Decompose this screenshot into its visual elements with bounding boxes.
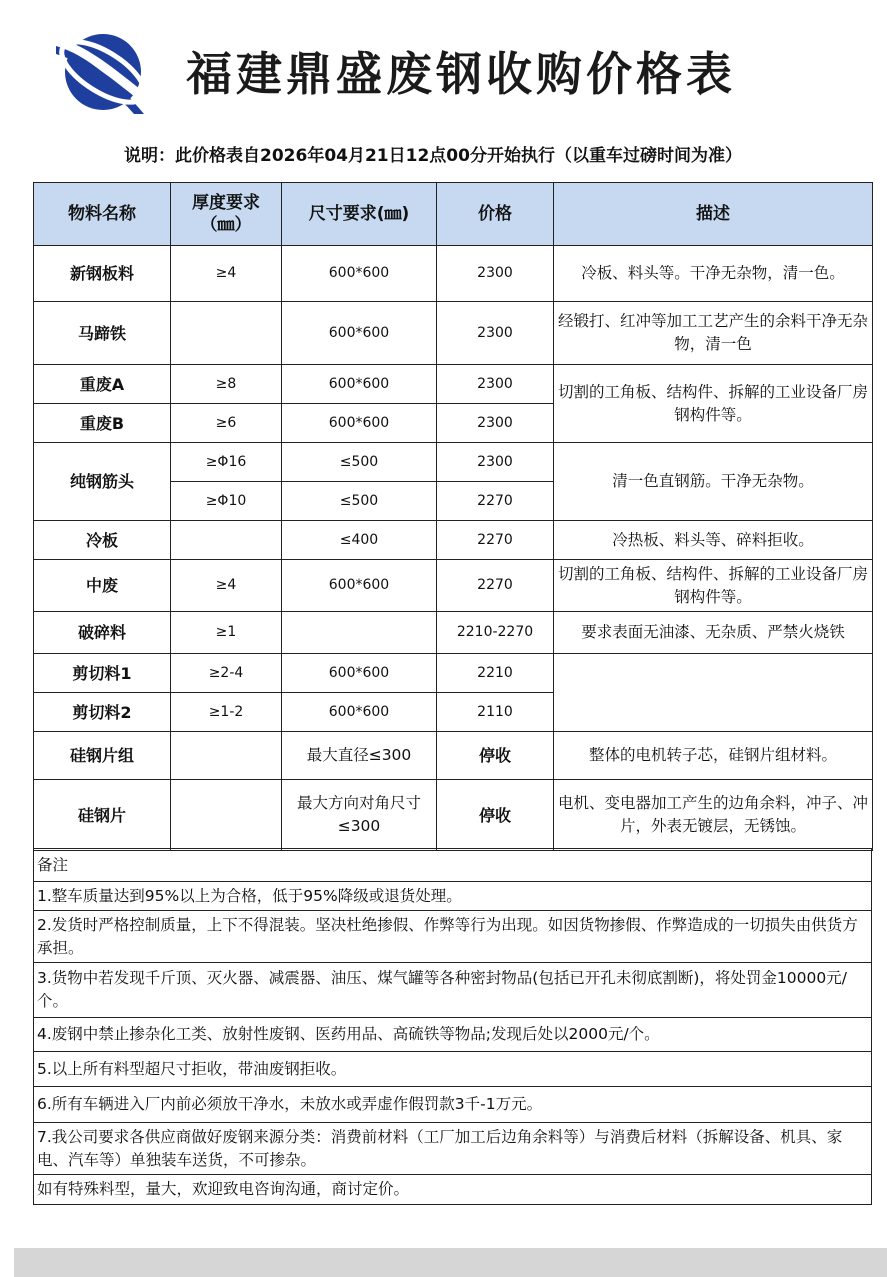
notes-table bbox=[33, 848, 872, 1205]
header-size: 尺寸要求(㎜) bbox=[282, 183, 437, 246]
company-logo bbox=[54, 26, 152, 118]
price: 2270 bbox=[437, 521, 554, 560]
note-1: 1.整车质量达到95%以上为合格，低于95%降级或退货处理。 bbox=[34, 882, 872, 911]
description: 清一色直钢筋。干净无杂物。 bbox=[554, 443, 873, 521]
size: 最大直径≤300 bbox=[282, 732, 437, 780]
material-name: 重废B bbox=[34, 404, 171, 443]
size: 600*600 bbox=[282, 654, 437, 693]
thickness bbox=[171, 302, 282, 365]
price: 2300 bbox=[437, 365, 554, 404]
table-row bbox=[34, 365, 873, 404]
header-description: 描述 bbox=[554, 183, 873, 246]
table-row bbox=[34, 302, 873, 365]
note-5: 5.以上所有料型超尺寸拒收，带油废钢拒收。 bbox=[34, 1052, 872, 1087]
material-name: 重废A bbox=[34, 365, 171, 404]
price: 2300 bbox=[437, 404, 554, 443]
description-empty bbox=[554, 654, 873, 732]
description: 冷热板、料头等、碎料拒收。 bbox=[554, 521, 873, 560]
thickness: ≥2-4 bbox=[171, 654, 282, 693]
header-material-name: 物料名称 bbox=[34, 183, 171, 246]
price: 停收 bbox=[437, 780, 554, 851]
material-name: 纯钢筋头 bbox=[34, 443, 171, 521]
note-7: 7.我公司要求各供应商做好废钢来源分类：消费前材料（工厂加工后边角余料等）与消费后材料（拆解设备、机具、家电、汽车等）单独装车送货，不可掺杂。 bbox=[34, 1123, 872, 1175]
price-table bbox=[33, 182, 873, 851]
price: 2270 bbox=[437, 482, 554, 521]
header-thickness: 厚度要求（㎜） bbox=[171, 183, 282, 246]
description: 切割的工角板、结构件、拆解的工业设备厂房钢构件等。 bbox=[554, 365, 873, 443]
table-row bbox=[34, 732, 873, 780]
price: 2300 bbox=[437, 302, 554, 365]
header-price: 价格 bbox=[437, 183, 554, 246]
size: 600*600 bbox=[282, 560, 437, 612]
thickness bbox=[171, 732, 282, 780]
footer-note: 如有特殊料型，量大，欢迎致电咨询沟通，商讨定价。 bbox=[34, 1175, 872, 1205]
size: ≤500 bbox=[282, 443, 437, 482]
size: ≤500 bbox=[282, 482, 437, 521]
price: 停收 bbox=[437, 732, 554, 780]
note-4: 4.废钢中禁止掺杂化工类、放射性废钢、医药用品、高硫铁等物品;发现后处以2000元/个。 bbox=[34, 1018, 872, 1052]
price: 2210 bbox=[437, 654, 554, 693]
price: 2300 bbox=[437, 443, 554, 482]
description: 要求表面无油漆、无杂质、严禁火烧铁 bbox=[554, 612, 873, 654]
description: 电机、变电器加工产生的边角余料，冲子、冲片，外表无镀层，无锈蚀。 bbox=[554, 780, 873, 851]
page-title: 福建鼎盛废钢收购价格表 bbox=[186, 47, 736, 101]
description: 冷板、料头等。干净无杂物，清一色。 bbox=[554, 246, 873, 302]
thickness: ≥1 bbox=[171, 612, 282, 654]
material-name: 剪切料2 bbox=[34, 693, 171, 732]
notes-heading: 备注 bbox=[34, 849, 872, 882]
thickness: ≥4 bbox=[171, 246, 282, 302]
material-name: 硅钢片组 bbox=[34, 732, 171, 780]
description: 经锻打、红冲等加工工艺产生的余料干净无杂物，清一色 bbox=[554, 302, 873, 365]
description: 切割的工角板、结构件、拆解的工业设备厂房钢构件等。 bbox=[554, 560, 873, 612]
price: 2210-2270 bbox=[437, 612, 554, 654]
thickness: ≥6 bbox=[171, 404, 282, 443]
thickness: ≥8 bbox=[171, 365, 282, 404]
material-name: 马蹄铁 bbox=[34, 302, 171, 365]
size: 600*600 bbox=[282, 302, 437, 365]
table-row bbox=[34, 780, 873, 851]
material-name: 冷板 bbox=[34, 521, 171, 560]
size: 最大方向对角尺寸≤300 bbox=[282, 780, 437, 851]
table-row bbox=[34, 443, 873, 482]
thickness: ≥1-2 bbox=[171, 693, 282, 732]
note-2: 2.发货时严格控制质量，上下不得混装。坚决杜绝掺假、作弊等行为出现。如因货物掺假、作弊造成的一切损失由供货方承担。 bbox=[34, 911, 872, 963]
size: 600*600 bbox=[282, 693, 437, 732]
size bbox=[282, 612, 437, 654]
thickness: ≥Φ16 bbox=[171, 443, 282, 482]
thickness bbox=[171, 521, 282, 560]
table-header-row bbox=[34, 183, 873, 246]
size: 600*600 bbox=[282, 404, 437, 443]
size: 600*600 bbox=[282, 246, 437, 302]
table-row bbox=[34, 521, 873, 560]
page-bottom-shadow bbox=[14, 1248, 887, 1277]
thickness: ≥Φ10 bbox=[171, 482, 282, 521]
material-name: 破碎料 bbox=[34, 612, 171, 654]
material-name: 硅钢片 bbox=[34, 780, 171, 851]
material-name: 新钢板料 bbox=[34, 246, 171, 302]
price: 2270 bbox=[437, 560, 554, 612]
table-row bbox=[34, 560, 873, 612]
description: 整体的电机转子芯，硅钢片组材料。 bbox=[554, 732, 873, 780]
note-6: 6.所有车辆进入厂内前必须放干净水，未放水或弄虚作假罚款3千-1万元。 bbox=[34, 1087, 872, 1123]
thickness: ≥4 bbox=[171, 560, 282, 612]
size: ≤400 bbox=[282, 521, 437, 560]
size: 600*600 bbox=[282, 365, 437, 404]
thickness bbox=[171, 780, 282, 851]
table-row bbox=[34, 654, 873, 693]
effective-date-notice: 说明：此价格表自2026年04月21日12点00分开始执行（以重车过磅时间为准） bbox=[124, 146, 742, 166]
note-3: 3.货物中若发现千斤顶、灭火器、减震器、油压、煤气罐等各种密封物品(包括已开孔未彻底割断)，将处罚金10000元/个。 bbox=[34, 963, 872, 1018]
material-name: 中废 bbox=[34, 560, 171, 612]
material-name: 剪切料1 bbox=[34, 654, 171, 693]
price: 2300 bbox=[437, 246, 554, 302]
table-row bbox=[34, 246, 873, 302]
price: 2110 bbox=[437, 693, 554, 732]
table-row bbox=[34, 612, 873, 654]
